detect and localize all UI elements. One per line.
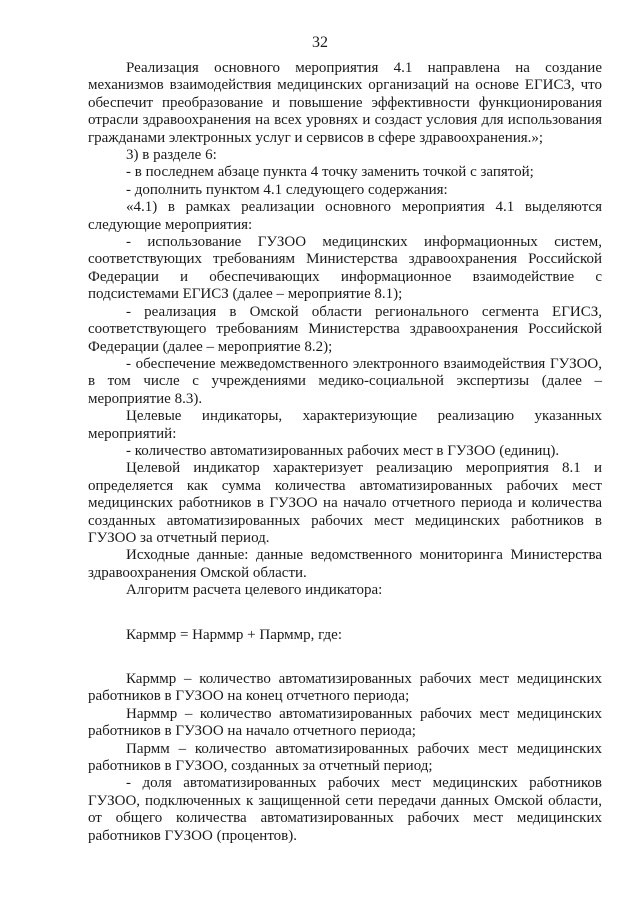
page-number: 32 xyxy=(312,34,328,51)
paragraph-activity-8-1: - использование ГУЗОО медицинских информационных систем, соответствующих требованиям Министерства здравоохранения Российской Федерации и обеспечивающих информационное взаимодействие с подсистемами ЕГИСЗ (далее – мероприятие 8.1); xyxy=(88,234,602,303)
paragraph-add-item-4-1: - дополнить пунктом 4.1 следующего содержания: xyxy=(126,181,448,198)
paragraph-replace-point: - в последнем абзаце пункта 4 точку заменить точкой с запятой; xyxy=(126,164,534,181)
paragraph-activity-purpose: Реализация основного мероприятия 4.1 направлена на создание механизмов взаимодействия медицинских организаций на основе ЕГИСЗ, что обеспечит преобразование и повышение эффективности функционирования отрасли здравоохранения на всех уровнях и создаст условия для использования гражданами электронных услуг и сервисов в сфере здравоохранения.»; xyxy=(88,60,602,146)
paragraph-algorithm-heading: Алгоритм расчета целевого индикатора: xyxy=(126,582,383,599)
document-body xyxy=(88,60,602,845)
paragraph-activity-8-2: - реализация в Омской области регионального сегмента ЕГИСЗ, соответствующего требованиям Министерства здравоохранения Российской Федерации (далее – мероприятие 8.2); xyxy=(88,303,602,355)
paragraph-item-4-1: «4.1) в рамках реализации основного мероприятия 4.1 выделяются следующие мероприятия: xyxy=(88,199,602,233)
formula: Карммр = Нарммр + Парммр, где: xyxy=(126,626,342,643)
paragraph-workstation-count: - количество автоматизированных рабочих мест в ГУЗОО (единиц). xyxy=(126,442,560,459)
paragraph-section-6: 3) в разделе 6: xyxy=(126,147,217,164)
paragraph-definition-narmmr: Нарммр – количество автоматизированных рабочих мест медицинских работников в ГУЗОО на начало отчетного периода; xyxy=(88,705,602,740)
paragraph-definition-parmm: Пармм – количество автоматизированных рабочих мест медицинских работников в ГУЗОО, созданных за отчетный период; xyxy=(88,740,602,775)
paragraph-indicator-description: Целевой индикатор характеризует реализацию мероприятия 8.1 и определяется как сумма количества автоматизированных рабочих мест медицинских работников в ГУЗОО на начало отчетного периода и количества созданных автоматизированных рабочих мест медицинских работников в ГУЗОО за отчетный период. xyxy=(88,460,602,546)
paragraph-target-indicators: Целевые индикаторы, характеризующие реализацию указанных мероприятий: xyxy=(88,408,602,442)
paragraph-activity-8-3: - обеспечение межведомственного электронного взаимодействия ГУЗОО, в том числе с учреждениями медико-социальной экспертизы (далее – мероприятие 8.3). xyxy=(88,355,602,407)
paragraph-share-indicator: - доля автоматизированных рабочих мест медицинских работников ГУЗОО, подключенных к защищенной сети передачи данных Омской области, от общего количества автоматизированных рабочих мест медицинских работников ГУЗОО (процентов). xyxy=(88,775,602,844)
paragraph-definition-karmmr: Карммр – количество автоматизированных рабочих мест медицинских работников в ГУЗОО на конец отчетного периода; xyxy=(88,671,602,705)
paragraph-source-data: Исходные данные: данные ведомственного мониторинга Министерства здравоохранения Омской области. xyxy=(88,547,602,581)
